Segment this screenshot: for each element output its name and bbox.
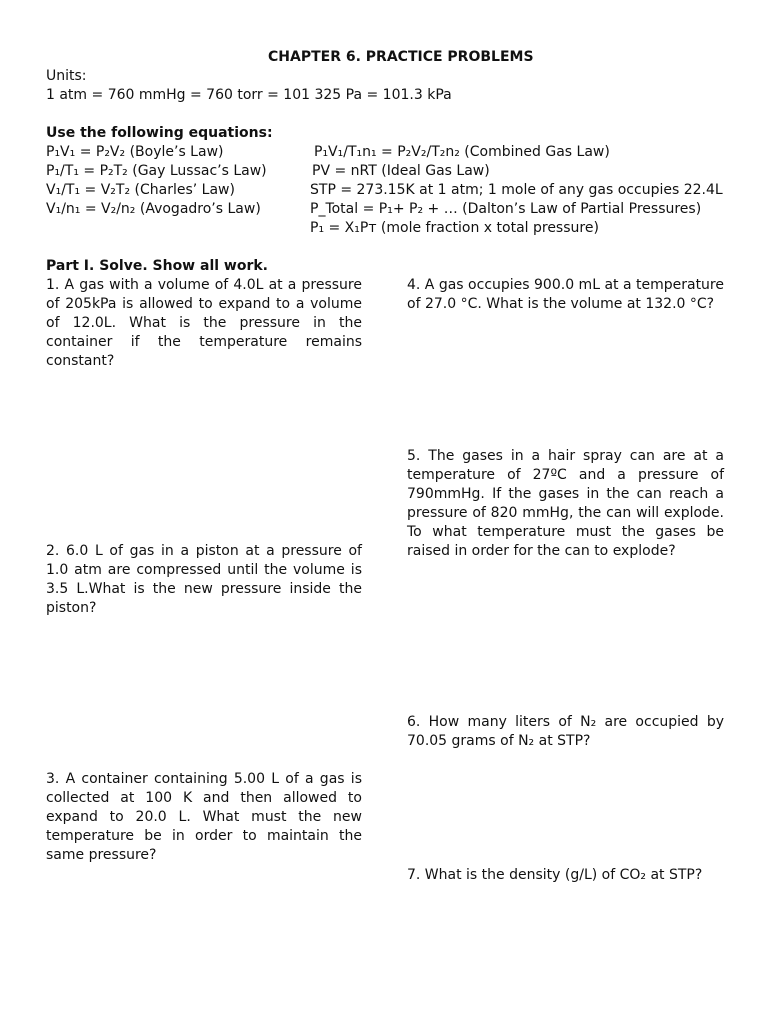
equation-boyle: P₁V₁ = P₂V₂ (Boyle’s Law) [46,144,224,160]
equation-combined: P₁V₁/T₁n₁ = P₂V₂/T₂n₂ (Combined Gas Law) [314,144,610,160]
problem-5: 5. The gases in a hair spray can are at a temperature of 27ºC and a pressure of 790mmHg. If the gases in the can reach a pressure of 820 mmHg, the can will explode. To what temperature must the gases be raised in order for the can to explode? [407,448,724,559]
problem-3: 3. A container containing 5.00 L of a gas is collected at 100 K and then allowed to expand to 20.0 L. What must the new temperature be in order to maintain the same pressure? [46,771,362,863]
equation-dalton: P_Total = P₁+ P₂ + … (Dalton’s Law of Partial Pressures) [310,201,702,217]
problem-4: 4. A gas occupies 900.0 mL at a temperature of 27.0 °C. What is the volume at 132.0 °C? [407,277,724,312]
equation-gay-lussac: P₁/T₁ = P₂T₂ (Gay Lussac’s Law) [46,163,267,179]
equation-ideal: PV = nRT (Ideal Gas Law) [312,163,490,179]
equation-avogadro: V₁/n₁ = V₂/n₂ (Avogadro’s Law) [46,201,261,217]
equation-charles: V₁/T₁ = V₂T₂ (Charles’ Law) [46,182,235,198]
equation-mole-fraction: P₁ = X₁Pᴛ (mole fraction x total pressure) [310,220,599,236]
equation-stp: STP = 273.15K at 1 atm; 1 mole of any gas occupies 22.4L [310,182,723,198]
units-line: 1 atm = 760 mmHg = 760 torr = 101 325 Pa = 101.3 kPa [46,87,452,103]
page-title: CHAPTER 6. PRACTICE PROBLEMS [268,49,534,65]
problem-1: 1. A gas with a volume of 4.0L at a pressure of 205kPa is allowed to expand to a volume of 12.0L. What is the pressure in the container if the temperature remains constant? [46,277,362,369]
problem-7: 7. What is the density (g/L) of CO₂ at STP? [407,867,703,883]
part-heading: Part I. Solve. Show all work. [46,258,268,274]
problem-2: 2. 6.0 L of gas in a piston at a pressure of 1.0 atm are compressed until the volume is 3.5 L.What is the new pressure inside the piston? [46,543,362,616]
problem-6: 6. How many liters of N₂ are occupied by 70.05 grams of N₂ at STP? [407,714,724,749]
equations-heading: Use the following equations: [46,125,273,141]
units-label: Units: [46,68,87,84]
